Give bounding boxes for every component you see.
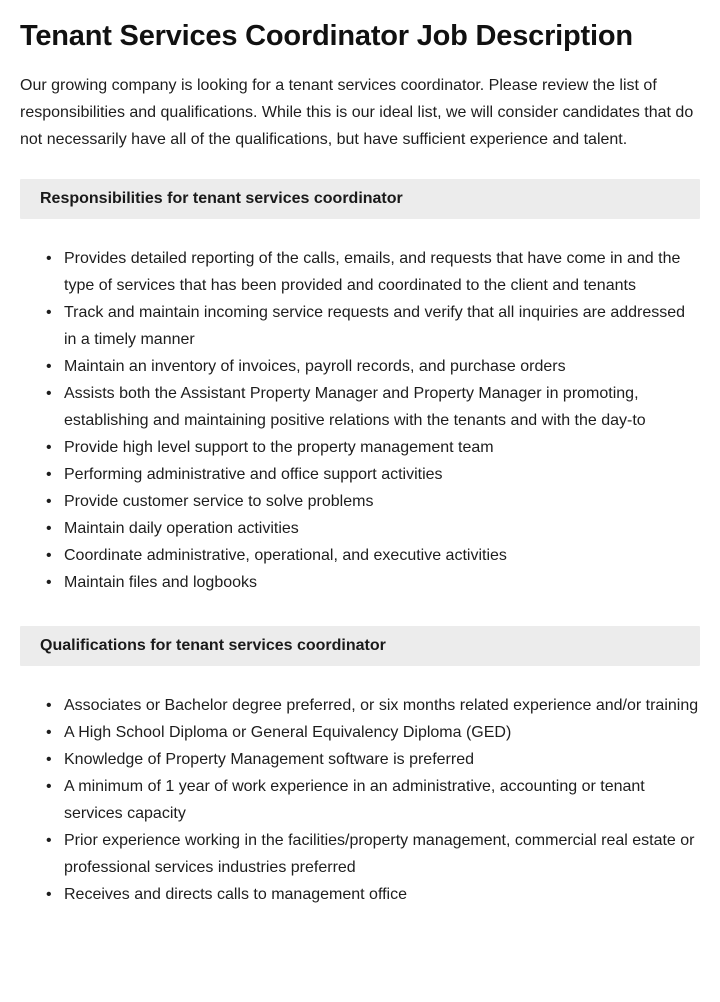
responsibilities-list xyxy=(20,245,700,596)
list-item: • A High School Diploma or General Equivalency Diploma (GED) xyxy=(64,719,700,746)
list-item: • Coordinate administrative, operational, and executive activities xyxy=(64,542,700,569)
list-item: • Maintain daily operation activities xyxy=(64,515,700,542)
page-title: Tenant Services Coordinator Job Description xyxy=(20,20,633,52)
list-item: • Associates or Bachelor degree preferred, or six months related experience and/or training xyxy=(64,692,700,719)
section-header-responsibilities: Responsibilities for tenant services coordinator xyxy=(20,179,700,219)
section-header-qualifications: Qualifications for tenant services coordinator xyxy=(20,626,700,666)
intro-paragraph: Our growing company is looking for a tenant services coordinator. Please review the list of responsibilities and qualifications. While this is our ideal list, we will consider candidates that do not necessarily have all of the qualifications, but have sufficient experience and talent. xyxy=(20,77,694,149)
list-item: • A minimum of 1 year of work experience in an administrative, accounting or tenant services capacity xyxy=(64,773,700,827)
list-item: • Knowledge of Property Management software is preferred xyxy=(64,746,700,773)
list-item: • Provides detailed reporting of the calls, emails, and requests that have come in and the type of services that has been provided and coordinated to the client and tenants xyxy=(64,245,700,299)
list-item: • Track and maintain incoming service requests and verify that all inquiries are addressed in a timely manner xyxy=(64,299,700,353)
list-item: • Assists both the Assistant Property Manager and Property Manager in promoting, establishing and maintaining positive relations with the tenants and with the day-to xyxy=(64,380,700,434)
list-item: • Performing administrative and office support activities xyxy=(64,461,700,488)
list-item: • Maintain an inventory of invoices, payroll records, and purchase orders xyxy=(64,353,700,380)
qualifications-list xyxy=(20,692,700,908)
list-item: • Provide high level support to the property management team xyxy=(64,434,700,461)
list-item: • Provide customer service to solve problems xyxy=(64,488,700,515)
list-item: • Prior experience working in the facilities/property management, commercial real estate or professional services industries preferred xyxy=(64,827,700,881)
list-item: • Receives and directs calls to management office xyxy=(64,881,700,908)
list-item: • Maintain files and logbooks xyxy=(64,569,700,596)
